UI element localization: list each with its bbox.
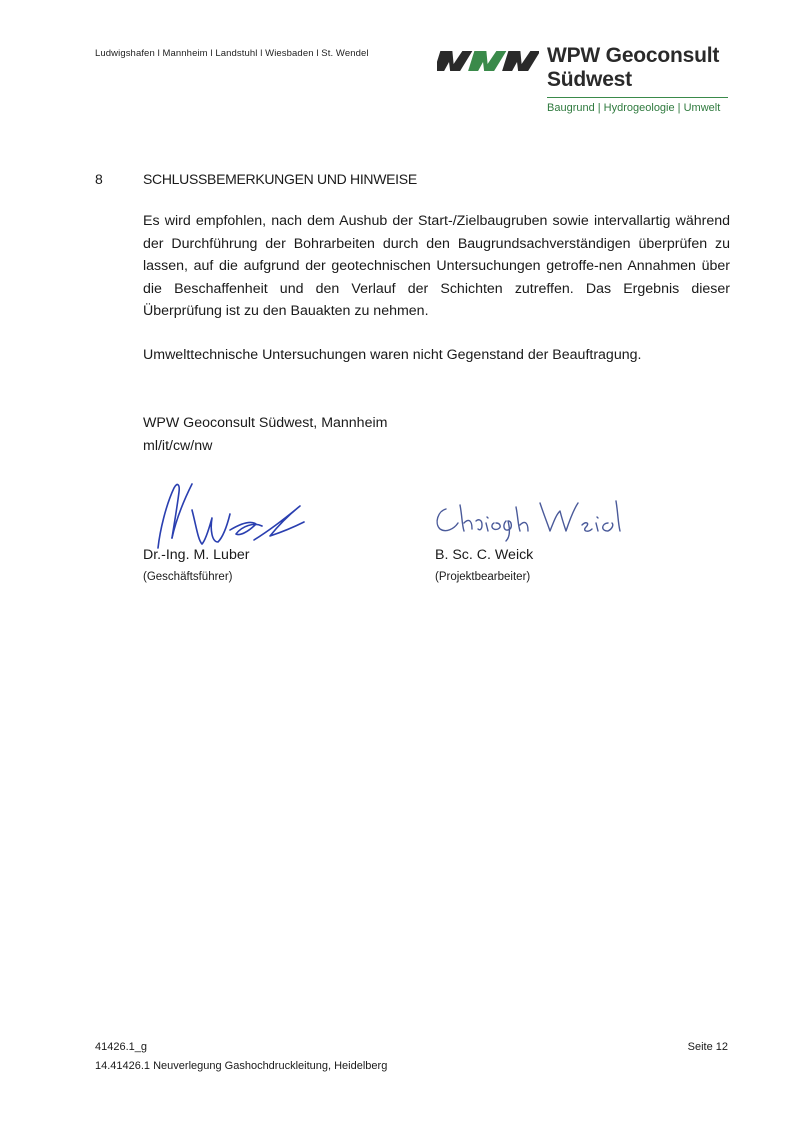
logo-tagline: Baugrund | Hydrogeologie | Umwelt [547, 102, 721, 114]
paragraph-environmental-note: Umwelttechnische Untersuchungen waren nicht Gegenstand der Beauftragung. [143, 347, 642, 363]
footer-document-code: 41426.1_g [95, 1041, 147, 1053]
wpw-logo-icon [437, 48, 539, 74]
logo-name-line2: Südwest [547, 68, 632, 91]
logo-name-line1: WPW Geoconsult [547, 44, 720, 67]
signer-role-luber: (Geschäftsführer) [143, 571, 233, 583]
company-logo [437, 44, 733, 118]
signer-name-luber: Dr.-Ing. M. Luber [143, 547, 250, 563]
footer-project-title: 14.41426.1 Neuverlegung Gashochdruckleitung, Heidelberg [95, 1060, 388, 1072]
paragraph-recommendation: Es wird empfohlen, nach dem Aushub der Start-/Zielbaugruben sowie intervallartig während der Durchführung der Bohrarbeiten durch den Baugrundsachverständigen überprüfen zu lassen, auf die aufgrund der geotechnischen Untersuchungen getroffe-nen Annahmen über die Beschaffenheit und den Verlauf der Schichten zutreffen. Das Ergebnis dieser Überprüfung ist zu den Bauakten zu nehmen. [143, 213, 730, 319]
section-title: SCHLUSSBEMERKUNGEN UND HINWEISE [143, 171, 417, 187]
signature-weick-icon [432, 495, 624, 543]
logo-divider [547, 97, 728, 98]
signoff-reference: ml/it/cw/nw [143, 437, 213, 454]
section-number: 8 [95, 171, 103, 187]
signature-luber-icon [150, 470, 310, 552]
footer-page-number: Seite 12 [687, 1041, 728, 1053]
header-locations: Ludwigshafen l Mannheim l Landstuhl l Wiesbaden l St. Wendel [95, 48, 369, 59]
signer-name-weick: B. Sc. C. Weick [435, 547, 534, 563]
signoff-block [143, 412, 387, 457]
signer-role-weick: (Projektbearbeiter) [435, 571, 531, 583]
signoff-company: WPW Geoconsult Südwest, Mannheim [143, 415, 388, 431]
